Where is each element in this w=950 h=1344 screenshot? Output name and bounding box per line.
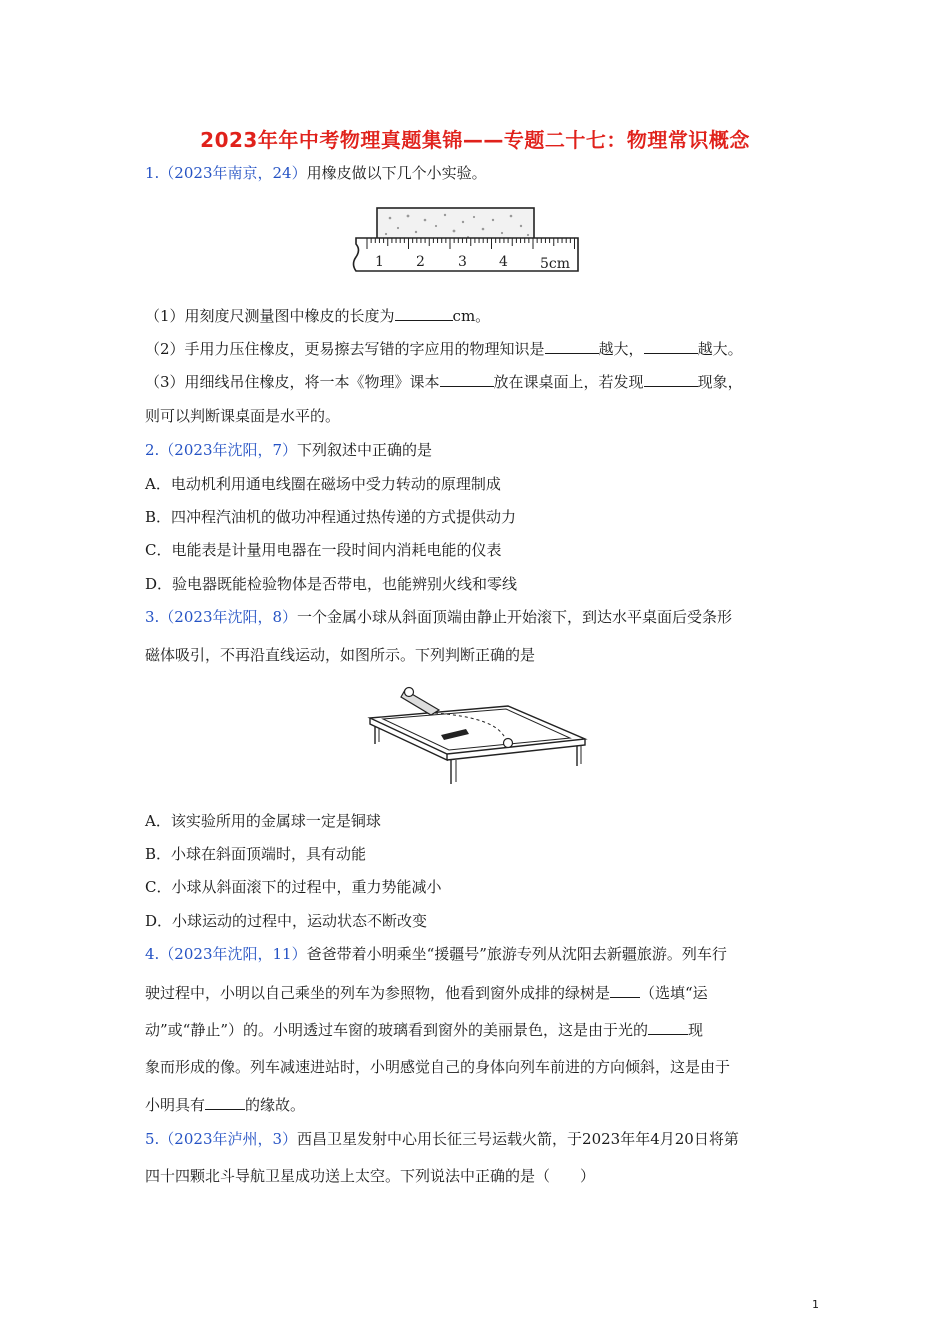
table-ramp-magnet-figure xyxy=(365,684,590,786)
q2-option-b: B．四冲程汽油机的做功冲程通过热传递的方式提供动力 xyxy=(145,508,517,526)
q3-option-b: B．小球在斜面顶端时，具有动能 xyxy=(145,845,367,863)
q3-option-a: A．该实验所用的金属球一定是铜球 xyxy=(145,812,381,830)
blank xyxy=(545,338,599,354)
page-number: 1 xyxy=(812,1298,819,1311)
q3-stem-1: 一个金属小球从斜面顶端由静止开始滚下，到达水平桌面后受条形 xyxy=(297,608,733,626)
q4-line-2: 驶过程中，小明以自己乘坐的列车为参照物，他看到窗外成排的绿树是 （选填“运 xyxy=(145,984,708,1002)
q1-number: 1.（2023年南京，24） xyxy=(145,164,307,182)
q4-number: 4.（2023年沈阳，11） xyxy=(145,945,307,963)
q3-option-c: C．小球从斜面滚下的过程中，重力势能减小 xyxy=(145,878,442,896)
q1-sub3-cont: 则可以判断课桌面是水平的。 xyxy=(145,407,341,425)
q3-stem-line-1 xyxy=(145,607,815,627)
q4-line-5: 小明具有 的缘故。 xyxy=(145,1096,306,1114)
eraser-shape xyxy=(377,208,534,242)
q1-sub2: （2）手用力压住橡皮，更易擦去写错的字应用的物理知识是 越大， 越大。 xyxy=(145,340,743,358)
q1-sub1: （1）用刻度尺测量图中橡皮的长度为 cm。 xyxy=(145,307,491,325)
ruler-eraser-figure xyxy=(350,204,580,276)
q2-number: 2.（2023年沈阳，7） xyxy=(145,441,298,459)
q3-number: 3.（2023年沈阳，8） xyxy=(145,608,298,626)
q5-number: 5.（2023年泸州，3） xyxy=(145,1130,298,1148)
blank xyxy=(648,1019,688,1035)
q1-stem: 用橡皮做以下几个小实验。 xyxy=(306,164,487,182)
blank xyxy=(610,982,640,998)
blank xyxy=(440,371,494,387)
ruler-label-3: 3 xyxy=(458,254,467,270)
q5-line-2: 四十四颗北斗导航卫星成功送上太空。下列说法中正确的是（ ） xyxy=(145,1167,596,1185)
q5-line-1: 5.（2023年泸州，3）西昌卫星发射中心用长征三号运载火箭，于2023年年4月20日将第 xyxy=(145,1130,739,1148)
q4-line-4: 象而形成的像。列车减速进站时，小明感觉自己的身体向列车前进的方向倾斜，这是由于 xyxy=(145,1058,731,1076)
q1-stem-line xyxy=(145,163,815,183)
metal-ball xyxy=(504,739,513,748)
q2-option-d: D．验电器既能检验物体是否带电，也能辨别火线和零线 xyxy=(145,575,518,593)
page-title: 2023年年中考物理真题集锦——专题二十七：物理常识概念 xyxy=(200,128,750,152)
ruler-label-4: 4 xyxy=(499,254,508,270)
q1-sub3: （3）用细线吊住橡皮，将一本《物理》课本 放在课桌面上，若发现 现象， xyxy=(145,373,743,391)
ruler-label-1: 1 xyxy=(375,254,384,270)
q2-option-a: A．电动机利用通电线圈在磁场中受力转动的原理制成 xyxy=(145,475,501,493)
blank xyxy=(395,305,453,321)
ruler-label-5cm: 5cm xyxy=(540,256,571,272)
blank xyxy=(644,371,698,387)
q4-line-1: 4.（2023年沈阳，11）爸爸带着小明乘坐“援疆号”旅游专列从沈阳去新疆旅游。列车行 xyxy=(145,945,727,963)
blank xyxy=(205,1094,245,1110)
q3-stem-line-2: 磁体吸引，不再沿直线运动，如图所示。下列判断正确的是 xyxy=(145,646,536,664)
q4-line-3: 动”或“静止”）的。小明透过车窗的玻璃看到窗外的美丽景色，这是由于光的 现 xyxy=(145,1021,704,1039)
blank xyxy=(644,338,698,354)
q2-stem-line xyxy=(145,440,815,460)
q2-option-c: C．电能表是计量用电器在一段时间内消耗电能的仪表 xyxy=(145,541,502,559)
q2-stem: 下列叙述中正确的是 xyxy=(297,441,433,459)
ruler-label-2: 2 xyxy=(416,254,425,270)
q3-option-d: D．小球运动的过程中，运动状态不断改变 xyxy=(145,912,428,930)
